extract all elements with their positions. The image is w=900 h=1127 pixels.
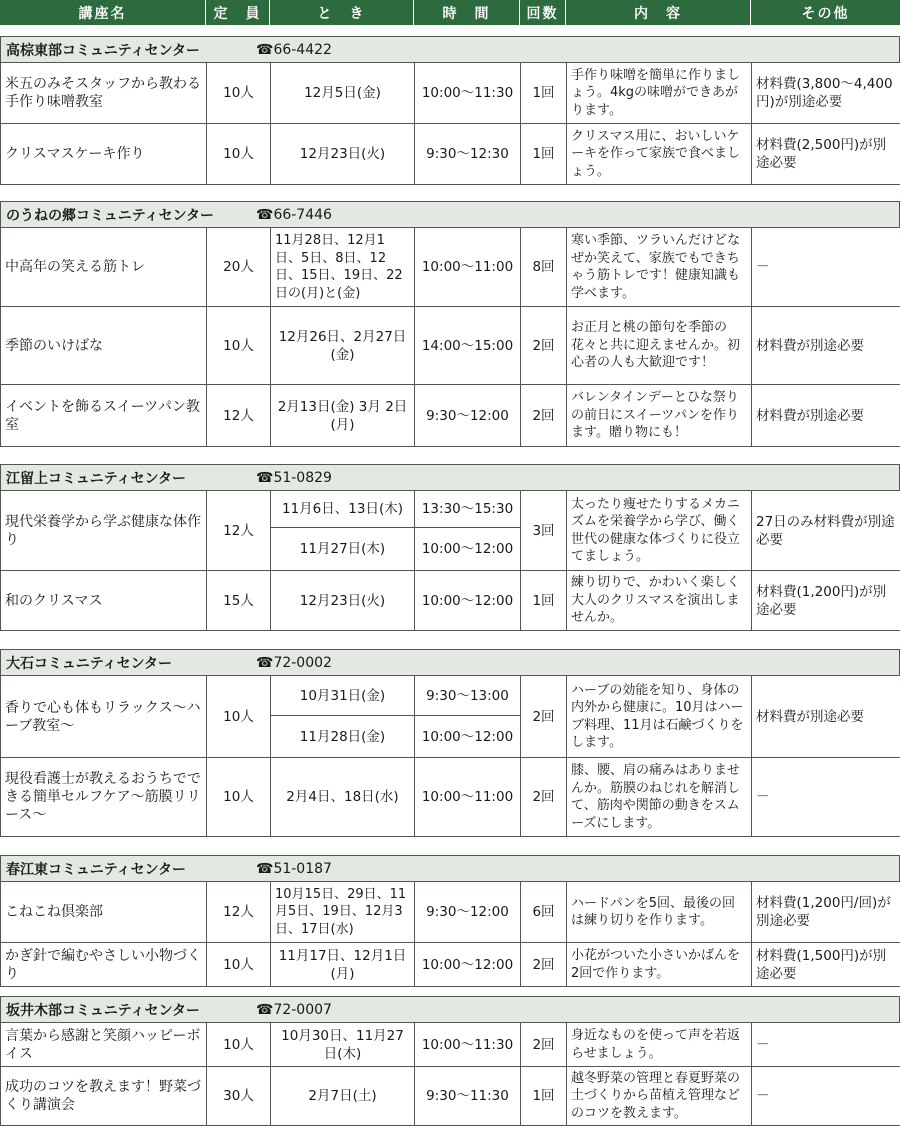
table-row: [1, 63, 900, 124]
course-count: 1回: [521, 1067, 567, 1126]
course-count: 2回: [521, 385, 567, 447]
table-row: [1, 676, 900, 716]
course-content: 練り切りで、かわいく楽しく大人のクリスマスを演出しませんか。: [567, 571, 752, 631]
course-name: クリスマスケーキ作り: [1, 124, 207, 185]
course-time: 10:00～11:00: [415, 228, 521, 307]
course-time: 9:30～13:00: [415, 676, 521, 716]
course-time: 9:30～12:30: [415, 124, 521, 185]
table-row: [1, 1023, 900, 1067]
course-capacity: 15人: [207, 571, 271, 631]
course-content: 寒い季節、ツラいんだけどなぜか笑えて、家族でもできちゃう筋トレです！健康知識も学べます。: [567, 228, 752, 307]
course-date: 2月7日(土): [271, 1067, 415, 1126]
course-name: 現代栄養学から学ぶ健康な体作り: [1, 491, 207, 571]
table-header: [0, 0, 900, 25]
center-phone: ☎51-0829: [256, 469, 332, 486]
course-count: 6回: [521, 882, 567, 943]
course-table: [0, 881, 900, 987]
course-content: 小花がついた小さいかばんを2回で作ります。: [567, 943, 752, 987]
course-content: 越冬野菜の管理と春夏野菜の土づくりから苗植え管理などのコツを教えます。: [567, 1067, 752, 1126]
table-row: [1, 758, 900, 837]
course-other: 材料費が別途必要: [752, 307, 900, 385]
table-row: [1, 571, 900, 631]
course-count: 2回: [521, 676, 567, 758]
course-other: 材料費(1,200円/回)が別途必要: [752, 882, 900, 943]
header-count: 回数: [520, 0, 566, 25]
center-name: 江留上コミュニティセンター: [6, 470, 187, 487]
course-other: －: [752, 1023, 900, 1067]
course-time: 9:30～11:30: [415, 1067, 521, 1126]
course-capacity: 12人: [207, 882, 271, 943]
header-time: 時 間: [414, 0, 520, 25]
course-date: 12月23日(火): [271, 124, 415, 185]
header-other: その他: [801, 5, 850, 22]
course-other: －: [752, 1067, 900, 1126]
course-name: こねこね倶楽部: [1, 882, 207, 943]
course-table: [0, 1022, 900, 1126]
course-count: 8回: [521, 228, 567, 307]
center-name: 高棕東部コミュニティセンター: [6, 42, 201, 59]
course-count: 2回: [521, 1023, 567, 1067]
course-capacity: 20人: [207, 228, 271, 307]
table-row: [1, 124, 900, 185]
course-content: クリスマス用に、おいしいケーキを作って家族で食べましょう。: [567, 124, 752, 185]
table-row: [1, 491, 900, 528]
course-time: 10:00～12:00: [415, 528, 521, 571]
center-header: [0, 201, 900, 227]
course-date: 10月30日、11月27日(木): [271, 1023, 415, 1067]
course-date: 11月6日、13日(木): [271, 491, 415, 528]
course-date: 2月4日、18日(水): [271, 758, 415, 837]
course-date: 12月26日、2月27日(金): [271, 307, 415, 385]
center-section: [0, 464, 900, 631]
course-capacity: 10人: [207, 758, 271, 837]
table-row: [1, 307, 900, 385]
course-table: [0, 490, 900, 631]
course-date: 12月23日(火): [271, 571, 415, 631]
center-section: [0, 996, 900, 1126]
center-header: [0, 855, 900, 881]
course-count: 2回: [521, 307, 567, 385]
table-row: [1, 385, 900, 447]
center-phone: ☎51-0187: [256, 860, 332, 877]
course-time: 10:00～11:30: [415, 63, 521, 124]
header-date: と き: [270, 0, 414, 25]
center-section: [0, 201, 900, 447]
center-section: [0, 36, 900, 185]
header-course-name: 講座名: [0, 0, 206, 25]
course-name: 季節のいけばな: [1, 307, 207, 385]
course-content: バレンタインデーとひな祭りの前日にスイーツパンを作ります。贈り物にも！: [567, 385, 752, 447]
center-phone: ☎72-0007: [256, 1001, 332, 1018]
course-content: ハードパンを5回、最後の回は練り切りを作ります。: [567, 882, 752, 943]
course-table: [0, 227, 900, 447]
table-row: [1, 943, 900, 987]
course-content: 膝、腰、肩の痛みはありませんか。筋膜のねじれを解消して、筋肉や関節の動きをスムーズにします。: [567, 758, 752, 837]
table-row: [1, 228, 900, 307]
center-name: 坂井木部コミュニティセンター: [6, 1002, 201, 1019]
course-time: 10:00～12:00: [415, 571, 521, 631]
course-time: 10:00～11:30: [415, 1023, 521, 1067]
course-name: 成功のコツを教えます！野菜づくり講演会: [1, 1067, 207, 1126]
center-name: のうねの郷コミュニティセンター: [6, 207, 215, 224]
course-content: 身近なものを使って声を若返らせましょう。: [567, 1023, 752, 1067]
center-phone: ☎66-4422: [256, 41, 332, 58]
course-name: 言葉から感謝と笑顔ハッピーボイス: [1, 1023, 207, 1067]
course-date: 11月28日、12月1日、5日、8日、12日、15日、19日、22日の(月)と(金): [271, 228, 415, 307]
course-date: 11月27日(木): [271, 528, 415, 571]
course-name: 米五のみそスタッフから教わる手作り味噌教室: [1, 63, 207, 124]
table-row: [1, 1067, 900, 1126]
course-content: 太ったり痩せたりするメカニズムを栄養学から学び、働く世代の健康な体づくりに役立てましょう。: [567, 491, 752, 571]
center-phone: ☎66-7446: [256, 206, 332, 223]
course-time: 10:00～12:00: [415, 716, 521, 758]
course-count: 1回: [521, 571, 567, 631]
course-capacity: 30人: [207, 1067, 271, 1126]
course-content: ハーブの効能を知り、身体の内外から健康に。10月はハーブ料理、11月は石鹸づくりをします。: [567, 676, 752, 758]
header-content: 内 容: [566, 0, 751, 25]
course-count: 2回: [521, 943, 567, 987]
course-content: 手作り味噌を簡単に作りましょう。4kgの味噌ができあがります。: [567, 63, 752, 124]
course-table: [0, 675, 900, 837]
course-capacity: 12人: [207, 385, 271, 447]
course-capacity: 12人: [207, 491, 271, 571]
center-name: 春江東コミュニティセンター: [6, 861, 187, 878]
course-capacity: 10人: [207, 676, 271, 758]
course-time: 10:00～11:00: [415, 758, 521, 837]
course-name: 現役看護士が教えるおうちでできる簡単セルフケア～筋膜リリース～: [1, 758, 207, 837]
course-time: 9:30～12:00: [415, 385, 521, 447]
course-capacity: 10人: [207, 307, 271, 385]
course-table: [0, 62, 900, 185]
course-count: 3回: [521, 491, 567, 571]
course-date: 11月17日、12月1日(月): [271, 943, 415, 987]
course-capacity: 10人: [207, 124, 271, 185]
course-other: －: [752, 758, 900, 837]
course-date: 10月15日、29日、11月5日、19日、12月3日、17日(水): [271, 882, 415, 943]
course-count: 1回: [521, 124, 567, 185]
course-count: 1回: [521, 63, 567, 124]
center-header: [0, 996, 900, 1022]
center-section: [0, 855, 900, 987]
center-header: [0, 36, 900, 62]
header-capacity: 定 員: [206, 0, 270, 25]
course-name: かぎ針で編むやさしい小物づくり: [1, 943, 207, 987]
course-time: 9:30～12:00: [415, 882, 521, 943]
course-name: 中高年の笑える筋トレ: [1, 228, 207, 307]
table-row: [1, 882, 900, 943]
course-other: 材料費(1,500円)が別途必要: [752, 943, 900, 987]
course-date: 12月5日(金): [271, 63, 415, 124]
course-other: 材料費が別途必要: [752, 385, 900, 447]
center-section: [0, 649, 900, 837]
center-phone: ☎72-0002: [256, 654, 332, 671]
course-other: 材料費(3,800～4,400円)が別途必要: [752, 63, 900, 124]
course-other: －: [752, 228, 900, 307]
course-count: 2回: [521, 758, 567, 837]
course-time: 10:00～12:00: [415, 943, 521, 987]
course-content: お正月と桃の節句を季節の花々と共に迎えませんか。初心者の人も大歓迎です！: [567, 307, 752, 385]
center-header: [0, 649, 900, 675]
course-date: 11月28日(金): [271, 716, 415, 758]
course-capacity: 10人: [207, 63, 271, 124]
course-other: 材料費が別途必要: [752, 676, 900, 758]
course-other: 材料費(1,200円)が別途必要: [752, 571, 900, 631]
course-other: 27日のみ材料費が別途必要: [752, 491, 900, 571]
course-capacity: 10人: [207, 1023, 271, 1067]
course-time: 14:00～15:00: [415, 307, 521, 385]
course-name: 和のクリスマス: [1, 571, 207, 631]
course-time: 13:30～15:30: [415, 491, 521, 528]
course-name: イベントを飾るスイーツパン教室: [1, 385, 207, 447]
center-header: [0, 464, 900, 490]
course-name: 香りで心も体もリラックス～ハーブ教室～: [1, 676, 207, 758]
course-date: 10月31日(金): [271, 676, 415, 716]
course-capacity: 10人: [207, 943, 271, 987]
course-other: 材料費(2,500円)が別途必要: [752, 124, 900, 185]
course-date: 2月13日(金) 3月 2日(月): [271, 385, 415, 447]
center-name: 大石コミュニティセンター: [6, 655, 173, 672]
